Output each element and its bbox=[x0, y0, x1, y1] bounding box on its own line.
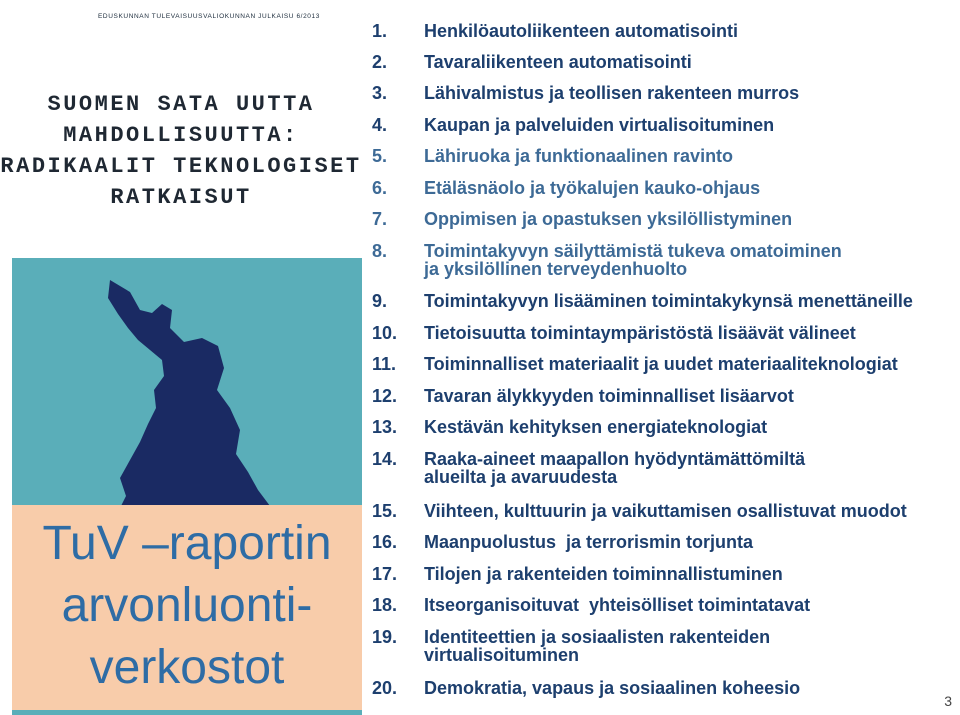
cover-title-line-3: RADIKAALIT TEKNOLOGISET bbox=[0, 154, 362, 179]
item-text: Etäläsnäolo ja työkalujen kauko-ohjaus bbox=[424, 178, 761, 198]
report-title-line-2: arvonluonti- bbox=[61, 579, 313, 632]
item-text-line: Toimintakyvyn säilyttämistä tukeva omatoiminen bbox=[424, 241, 842, 261]
item-number: 1. bbox=[372, 21, 388, 41]
item-number: 2. bbox=[372, 52, 388, 72]
cover-title-line-4: RATKAISUT bbox=[110, 185, 252, 210]
item-number: 3. bbox=[372, 83, 388, 103]
list-item bbox=[372, 147, 733, 165]
list-item bbox=[372, 533, 753, 551]
item-number: 13. bbox=[372, 417, 398, 437]
list-item bbox=[372, 84, 799, 102]
item-text: Oppimisen ja opastuksen yksilöllistyminen bbox=[424, 209, 793, 229]
list-item bbox=[372, 387, 794, 405]
item-number: 6. bbox=[372, 178, 388, 198]
list-item bbox=[372, 502, 907, 520]
item-text-line: alueilta ja avaruudesta bbox=[424, 467, 618, 487]
item-number: 4. bbox=[372, 115, 388, 135]
item-number: 15. bbox=[372, 501, 398, 521]
item-text: Tavaran älykkyyden toiminnalliset lisäarvot bbox=[424, 386, 794, 406]
item-text: Tietoisuutta toimintaympäristöstä lisäävät välineet bbox=[424, 323, 856, 343]
item-number: 17. bbox=[372, 564, 398, 584]
item-number: 8. bbox=[372, 241, 388, 261]
report-title bbox=[12, 513, 362, 699]
item-text: Lähiruoka ja funktionaalinen ravinto bbox=[424, 146, 734, 166]
list-item bbox=[372, 450, 805, 486]
item-text: Henkilöautoliikenteen automatisointi bbox=[424, 21, 739, 41]
item-number: 7. bbox=[372, 209, 388, 229]
item-number: 20. bbox=[372, 678, 398, 698]
list-item bbox=[372, 324, 856, 342]
list-item bbox=[372, 210, 792, 228]
item-number: 18. bbox=[372, 595, 398, 615]
item-text: Viihteen, kulttuurin ja vaikuttamisen osallistuvat muodot bbox=[424, 501, 907, 521]
report-title-line-1: TuV –raportin bbox=[42, 517, 332, 570]
item-number: 5. bbox=[372, 146, 388, 166]
item-text bbox=[424, 450, 805, 486]
list-item bbox=[372, 292, 913, 310]
item-text bbox=[424, 628, 770, 664]
publisher-line: EDUSKUNNAN TULEVAISUUSVALIOKUNNAN JULKAISU 6/2013 bbox=[98, 13, 320, 20]
item-text bbox=[424, 242, 842, 278]
list-item bbox=[372, 355, 898, 373]
list-item bbox=[372, 596, 810, 614]
report-title-line-3: verkostot bbox=[89, 641, 285, 694]
list-item bbox=[372, 242, 842, 278]
item-text-line: ja yksilöllinen terveydenhuolto bbox=[424, 259, 688, 279]
item-text: Tavaraliikenteen automatisointi bbox=[424, 52, 692, 72]
item-text: Toimintakyvyn lisääminen toimintakykynsä menettäneille bbox=[424, 291, 913, 311]
item-text: Tilojen ja rakenteiden toiminnallistuminen bbox=[424, 564, 783, 584]
cover-title-line-1: SUOMEN SATA UUTTA bbox=[47, 92, 315, 117]
item-text: Lähivalmistus ja teollisen rakenteen murros bbox=[424, 83, 800, 103]
cover-title-line-2: MAHDOLLISUUTTA: bbox=[63, 123, 299, 148]
item-text: Kaupan ja palveluiden virtualisoituminen bbox=[424, 115, 775, 135]
item-number: 16. bbox=[372, 532, 398, 552]
list-item bbox=[372, 565, 783, 583]
item-text-line: Raaka-aineet maapallon hyödyntämättömiltä bbox=[424, 449, 806, 469]
item-text-line: Identiteettien ja sosiaalisten rakenteiden bbox=[424, 627, 771, 647]
item-text: Itseorganisoituvat yhteisölliset toimintatavat bbox=[424, 595, 811, 615]
item-number: 19. bbox=[372, 627, 398, 647]
list-item bbox=[372, 679, 800, 697]
report-cover bbox=[0, 0, 362, 715]
item-text-line: virtualisoituminen bbox=[424, 645, 580, 665]
item-text: Toiminnalliset materiaalit ja uudet materiaaliteknologiat bbox=[424, 354, 898, 374]
item-number: 11. bbox=[372, 354, 397, 374]
item-text: Kestävän kehityksen energiateknologiat bbox=[424, 417, 768, 437]
item-number: 10. bbox=[372, 323, 398, 343]
list-item bbox=[372, 179, 760, 197]
page-number: 3 bbox=[944, 693, 952, 709]
item-text: Maanpuolustus ja terrorismin torjunta bbox=[424, 532, 754, 552]
item-number: 9. bbox=[372, 291, 388, 311]
list-item bbox=[372, 22, 738, 40]
list-item bbox=[372, 53, 692, 71]
item-number: 12. bbox=[372, 386, 398, 406]
list-item bbox=[372, 116, 774, 134]
list-item bbox=[372, 628, 770, 664]
list-item bbox=[372, 418, 767, 436]
item-text: Demokratia, vapaus ja sosiaalinen koheesio bbox=[424, 678, 801, 698]
item-number: 14. bbox=[372, 449, 398, 469]
